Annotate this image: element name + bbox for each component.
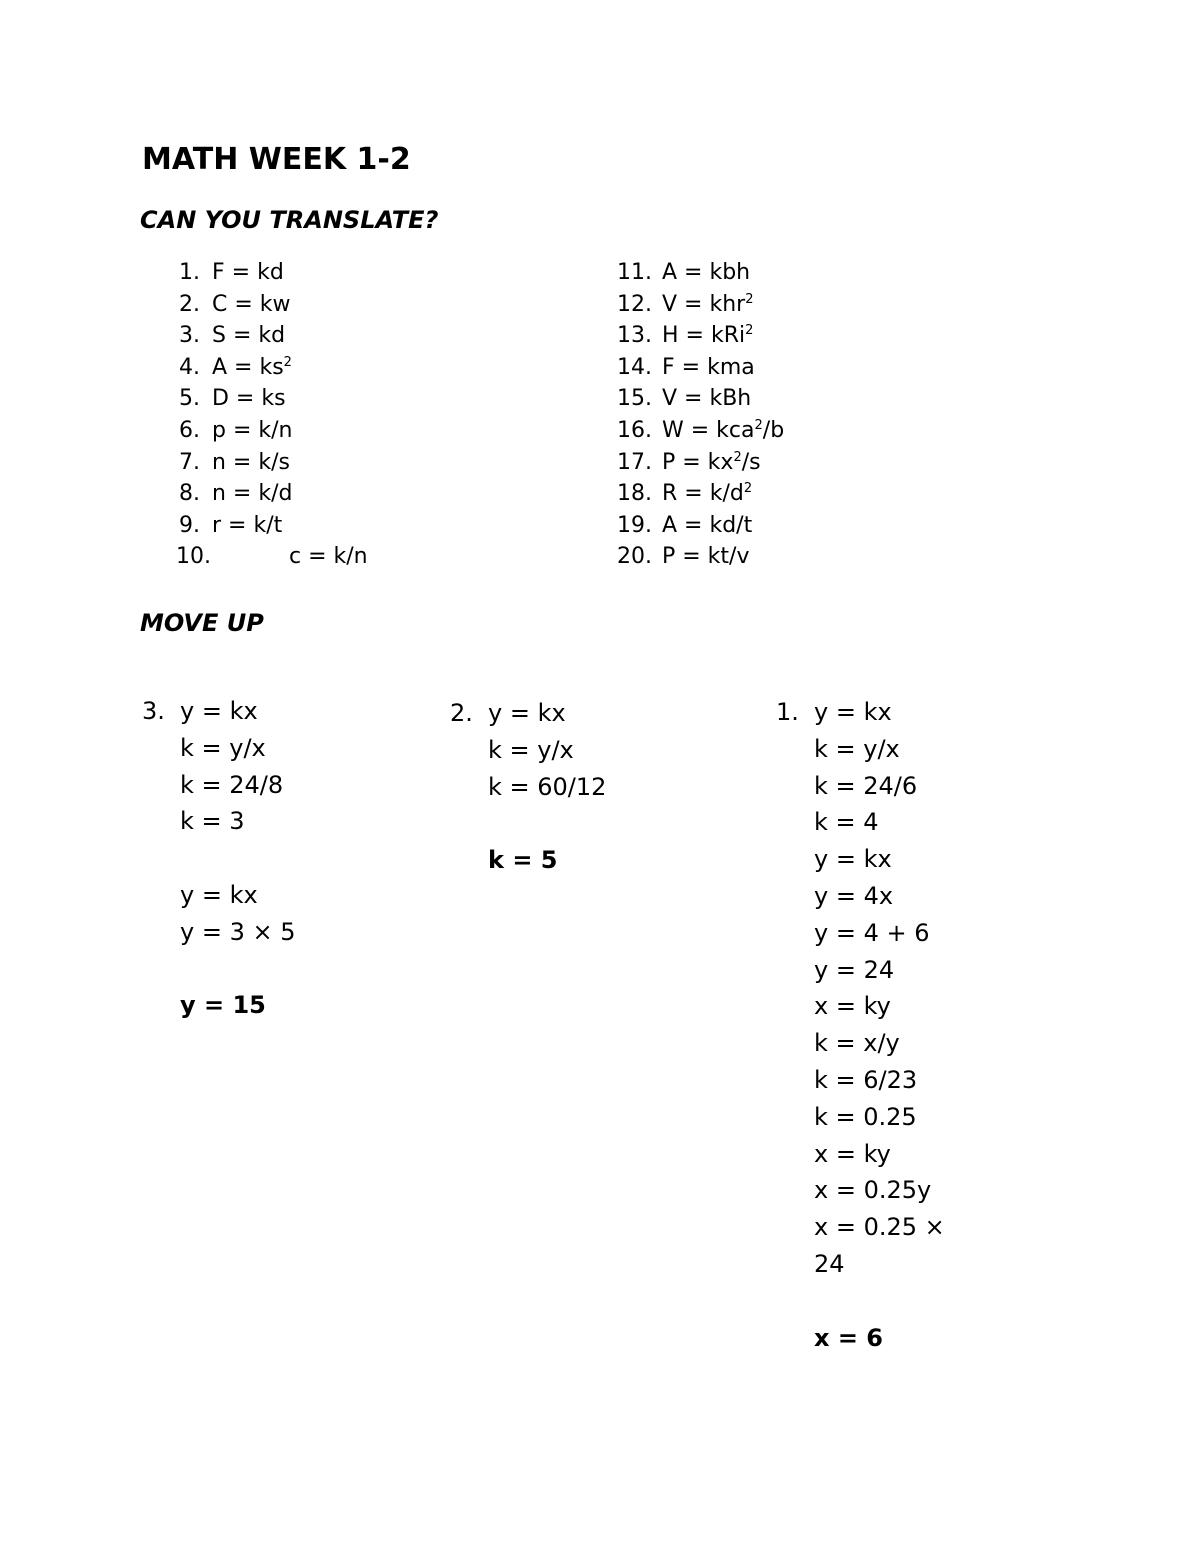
solution-answer: x = 6 xyxy=(814,1323,883,1352)
superscript: 2 xyxy=(733,449,742,465)
item-number: 17. xyxy=(617,449,652,475)
translate-item xyxy=(617,447,977,479)
solution-step: k = y/x xyxy=(814,734,900,763)
solution-step: y = 4 + 6 xyxy=(814,918,930,947)
item-number: 20. xyxy=(617,544,652,570)
translate-item xyxy=(176,478,536,510)
equation-text: V = khr xyxy=(662,291,746,317)
solution-step: x = 0.25 × xyxy=(814,1213,945,1242)
solution-step: k = 6/23 xyxy=(814,1065,918,1094)
item-number: 5. xyxy=(179,386,200,412)
translate-item xyxy=(617,478,977,510)
solution-step: 24 xyxy=(814,1249,845,1278)
item-equation xyxy=(662,383,751,415)
equation-text: R = k/d xyxy=(662,481,744,507)
solution-step: k = x/y xyxy=(814,1029,900,1058)
translate-item xyxy=(617,510,977,542)
translate-item xyxy=(617,383,977,415)
solution-answer: k = 5 xyxy=(488,846,558,875)
solution-step: x = ky xyxy=(814,992,891,1021)
solution-step: k = y/x xyxy=(180,733,266,762)
solution-step: k = 60/12 xyxy=(488,772,607,801)
equation-text: F = kma xyxy=(662,354,755,380)
equation-text: A = kbh xyxy=(662,260,751,285)
translate-item xyxy=(176,541,536,573)
item-equation xyxy=(212,320,285,352)
translate-item xyxy=(176,289,536,321)
problem-number: 3. xyxy=(142,697,165,725)
item-number: 15. xyxy=(617,386,652,412)
item-equation xyxy=(662,478,752,513)
item-equation xyxy=(662,541,749,573)
translate-list-right xyxy=(617,257,977,573)
translate-item xyxy=(617,289,977,321)
page-title: MATH WEEK 1-2 xyxy=(142,142,411,177)
blank-line xyxy=(180,951,295,988)
item-equation xyxy=(212,478,292,510)
item-number: 1. xyxy=(179,260,200,285)
item-equation xyxy=(212,352,292,387)
item-equation xyxy=(289,541,368,573)
item-equation xyxy=(662,352,755,384)
problem-number: 1. xyxy=(776,698,799,726)
equation-text: D = ks xyxy=(212,386,286,412)
solution-step: y = kx xyxy=(180,880,258,909)
item-equation xyxy=(212,257,284,289)
item-equation xyxy=(212,415,292,447)
item-equation xyxy=(662,320,753,355)
equation-suffix: /b xyxy=(762,417,785,443)
equation-text: A = kd/t xyxy=(662,512,753,538)
solution-problem-3 xyxy=(142,693,296,1024)
item-equation xyxy=(662,510,752,542)
item-equation xyxy=(212,447,290,479)
equation-text: V = kBh xyxy=(662,386,752,412)
item-equation xyxy=(662,289,753,324)
equation-suffix: /s xyxy=(741,449,761,475)
solution-step: y = 3 × 5 xyxy=(180,917,296,946)
solution-problem-1 xyxy=(776,694,945,1356)
translate-item xyxy=(176,383,536,415)
item-number: 2. xyxy=(179,291,200,317)
solution-step: k = 4 xyxy=(814,808,879,837)
solution-step: x = 0.25y xyxy=(814,1176,932,1205)
solution-step: y = kx xyxy=(814,845,892,874)
item-number: 11. xyxy=(617,260,652,285)
equation-text: c = k/n xyxy=(289,544,368,570)
item-number: 4. xyxy=(179,354,200,380)
superscript: 2 xyxy=(745,323,754,339)
translate-item xyxy=(617,320,977,352)
solution-step: k = 3 xyxy=(180,807,245,836)
item-number: 18. xyxy=(617,481,652,507)
item-number: 12. xyxy=(617,291,652,317)
item-equation xyxy=(662,257,750,289)
blank-line xyxy=(814,1283,945,1320)
equation-text: P = kx xyxy=(662,449,734,475)
solution-answer: y = 15 xyxy=(180,991,266,1020)
item-equation xyxy=(212,289,291,321)
equation-text: n = k/d xyxy=(212,481,293,507)
solution-problem-2 xyxy=(450,695,607,879)
problem-number: 2. xyxy=(450,699,473,727)
equation-text: P = kt/v xyxy=(662,544,750,570)
blank-line xyxy=(180,840,295,877)
translate-item xyxy=(176,320,536,352)
equation-text: p = k/n xyxy=(212,417,293,443)
solution-step: k = 24/8 xyxy=(180,770,284,799)
item-number: 7. xyxy=(179,449,200,475)
translate-item xyxy=(176,352,536,384)
translate-item xyxy=(176,415,536,447)
superscript: 2 xyxy=(754,417,763,433)
item-number: 13. xyxy=(617,323,652,349)
item-equation xyxy=(212,510,282,542)
equation-text: C = kw xyxy=(212,291,291,317)
equation-text: n = k/s xyxy=(212,449,290,475)
equation-text: W = kca xyxy=(662,417,755,443)
translate-item xyxy=(617,257,977,289)
item-number: 6. xyxy=(179,417,200,443)
solution-step: x = ky xyxy=(814,1139,891,1168)
item-number: 8. xyxy=(179,481,200,507)
equation-text: S = kd xyxy=(212,323,286,349)
item-equation xyxy=(662,415,784,450)
translate-item xyxy=(176,447,536,479)
superscript: 2 xyxy=(743,481,753,497)
solution-step: k = y/x xyxy=(488,735,574,764)
item-number: 16. xyxy=(617,417,652,443)
translate-list-left xyxy=(176,257,536,573)
item-number: 9. xyxy=(179,512,200,538)
superscript: 2 xyxy=(283,354,292,370)
section-heading-move-up: MOVE UP xyxy=(140,609,264,637)
item-number: 19. xyxy=(617,512,652,538)
solution-step: y = 4x xyxy=(814,881,894,910)
equation-text: H = kRi xyxy=(662,323,746,349)
translate-item xyxy=(617,352,977,384)
translate-item xyxy=(176,510,536,542)
translate-item xyxy=(617,415,977,447)
solution-step: y = kx xyxy=(814,698,892,726)
equation-text: A = ks xyxy=(212,354,284,380)
blank-line xyxy=(488,805,606,842)
solution-step: k = 24/6 xyxy=(814,771,918,800)
solution-step: y = kx xyxy=(180,697,258,725)
item-number: 14. xyxy=(617,354,652,380)
item-number: 10. xyxy=(176,544,211,570)
solution-step: y = 24 xyxy=(814,955,895,984)
solution-step: y = kx xyxy=(488,699,566,727)
item-number: 3. xyxy=(179,323,200,349)
equation-text: F = kd xyxy=(212,260,284,285)
translate-item xyxy=(617,541,977,573)
translate-item xyxy=(176,257,536,289)
solution-step: k = 0.25 xyxy=(814,1102,917,1131)
section-heading-translate: CAN YOU TRANSLATE? xyxy=(140,206,439,234)
equation-text: r = k/t xyxy=(212,512,283,538)
item-equation xyxy=(212,383,286,415)
item-equation xyxy=(662,447,761,482)
superscript: 2 xyxy=(745,291,754,307)
